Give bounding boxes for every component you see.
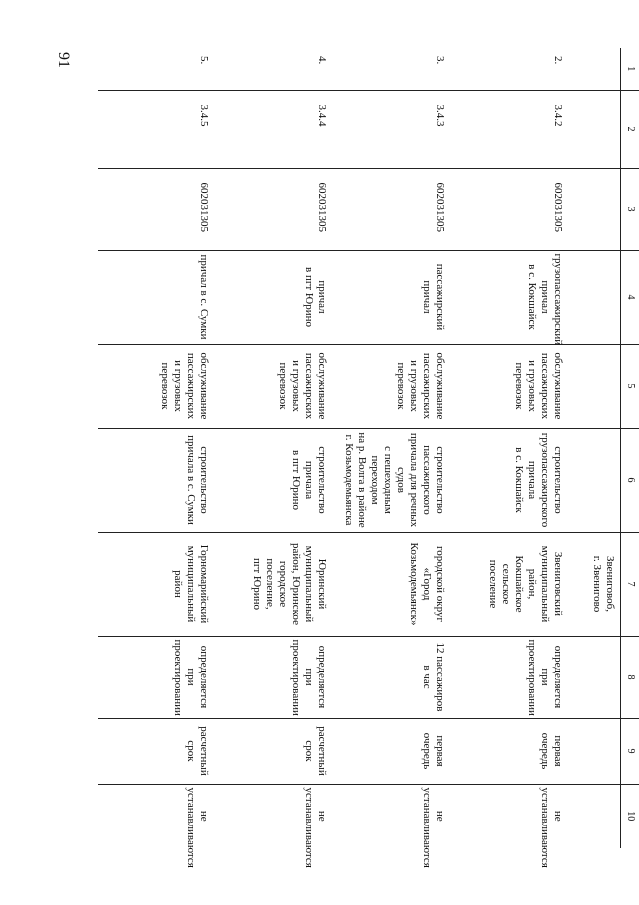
row-id: 602031305 bbox=[98, 168, 216, 250]
header-cell: 2 bbox=[621, 90, 639, 168]
row-capacity: определяется при проектировании bbox=[216, 636, 334, 718]
row-name: причал в с. Сумки bbox=[98, 250, 216, 344]
row-location: городской округ «Город Козьмодемьянск» bbox=[334, 532, 452, 636]
row-code: 3.4.5 bbox=[98, 90, 216, 168]
row-zones: не устанавливаются bbox=[334, 784, 452, 848]
carryover-location: Звениговоб, г. Звенигово bbox=[570, 532, 621, 636]
row-capacity: 12 пассажиров в час bbox=[334, 636, 452, 718]
row-number: 5. bbox=[198, 56, 210, 65]
row-purpose: обслуживание пассажирских и грузовых перевозок bbox=[452, 344, 570, 428]
row-stage: первая очередь bbox=[334, 718, 452, 784]
rotated-table-container bbox=[100, 48, 639, 868]
row-code: 3.4.3 bbox=[334, 90, 452, 168]
row-number: 4. bbox=[316, 56, 328, 65]
row-stage: расчетный срок bbox=[216, 718, 334, 784]
row-location: Горномарийский муниципальный район bbox=[98, 532, 216, 636]
row-stage: расчетный срок bbox=[98, 718, 216, 784]
header-cell: 9 bbox=[621, 718, 639, 784]
row-zones: не устанавливаются bbox=[216, 784, 334, 848]
row-action: строительство грузопассажирского причала в с. Кокшайск bbox=[452, 428, 570, 532]
row-id: 602031305 bbox=[216, 168, 334, 250]
row-code: 3.4.2 bbox=[452, 90, 570, 168]
header-cell: 1 bbox=[621, 48, 639, 90]
objects-table bbox=[98, 48, 639, 868]
row-stage: первая очередь bbox=[452, 718, 570, 784]
row-purpose: обслуживание пассажирских и грузовых перевозок bbox=[216, 344, 334, 428]
row-action: строительство пассажирского причала для речных судов с пешеходным переходом на р. Волга в районе г. Козьмодемьянска bbox=[334, 428, 452, 532]
table-row bbox=[452, 48, 570, 848]
header-cell: 7 bbox=[621, 532, 639, 636]
header-cell: 8 bbox=[621, 636, 639, 718]
row-id: 602031305 bbox=[452, 168, 570, 250]
row-capacity: определяется при проектировании bbox=[98, 636, 216, 718]
row-name: причал в пгт Юрино bbox=[216, 250, 334, 344]
row-action: строительство причала в пгт Юрино bbox=[216, 428, 334, 532]
row-name: грузопассажирский причал в с. Кокшайск bbox=[452, 250, 570, 344]
header-cell: 3 bbox=[621, 168, 639, 250]
row-location: Звениговский муниципальный район, Кокшайское сельское поселение bbox=[452, 532, 570, 636]
header-cell: 6 bbox=[621, 428, 639, 532]
carryover-row bbox=[570, 48, 621, 848]
table-row bbox=[334, 48, 452, 848]
row-purpose: обслуживание пассажирских и грузовых перевозок bbox=[98, 344, 216, 428]
row-action: строительство причала в с. Сумки bbox=[98, 428, 216, 532]
page-number: 91 bbox=[55, 52, 72, 68]
row-name: пассажирский причал bbox=[334, 250, 452, 344]
row-code: 3.4.4 bbox=[216, 90, 334, 168]
row-capacity: определяется при проектировании bbox=[452, 636, 570, 718]
header-cell: 5 bbox=[621, 344, 639, 428]
row-number: 2. bbox=[552, 56, 564, 65]
row-id: 602031305 bbox=[334, 168, 452, 250]
header-cell: 4 bbox=[621, 250, 639, 344]
header-cell: 10 bbox=[621, 784, 639, 848]
header-row bbox=[621, 48, 639, 848]
table-row bbox=[216, 48, 334, 848]
row-purpose: обслуживание пассажирских и грузовых перевозок bbox=[334, 344, 452, 428]
row-zones: не устанавливаются bbox=[98, 784, 216, 848]
row-number: 3. bbox=[434, 56, 446, 65]
row-zones: не устанавливаются bbox=[452, 784, 570, 848]
table-row bbox=[98, 48, 216, 848]
row-location: Юринский муниципальный район, Юринское городское поселение, пгт Юрино bbox=[216, 532, 334, 636]
